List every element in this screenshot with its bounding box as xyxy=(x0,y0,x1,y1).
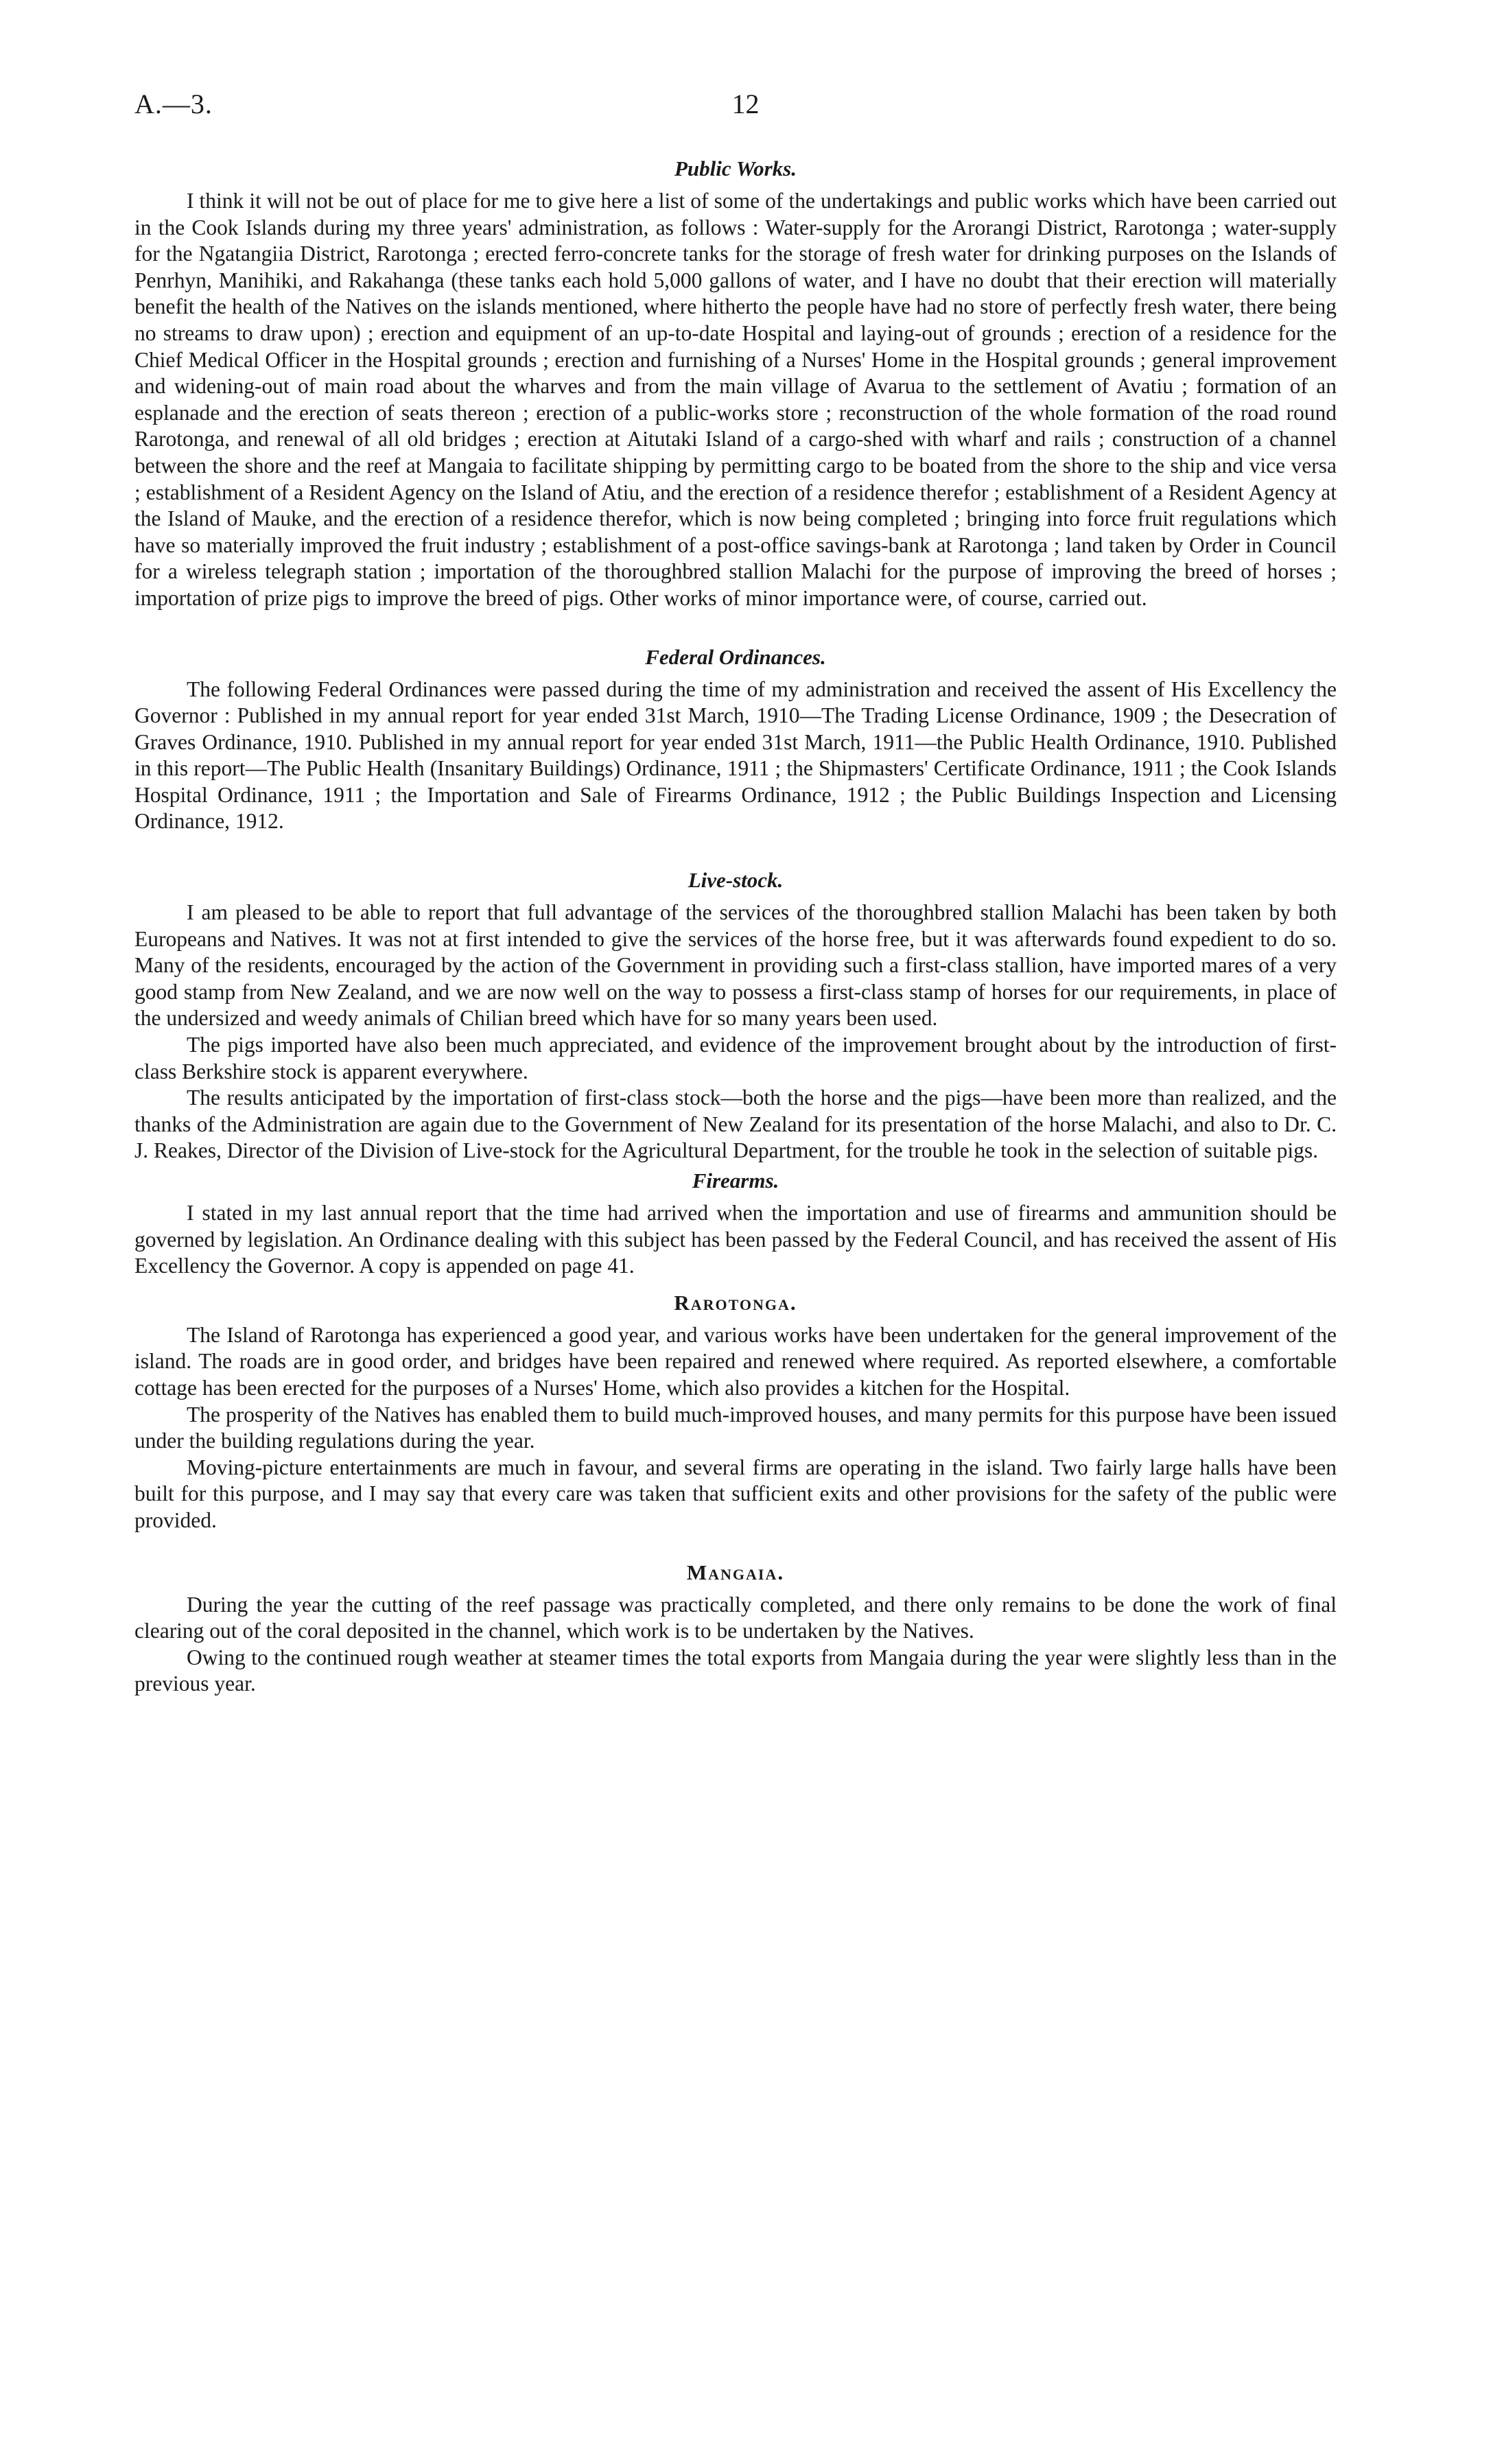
section-heading-mangaia: Mangaia. xyxy=(686,1560,785,1584)
section-heading-rarotonga: Rarotonga. xyxy=(674,1290,797,1315)
section-heading-live-stock: Live-stock. xyxy=(688,868,784,893)
paragraph: The following Federal Ordinances were passed during the time of my administration and received the assent of His Excellency the Governor : Published in my annual report for year ended 31st March, 1910—The Trading License Ordinance, 1909 ; the Desecration of Graves Ordinance, 1910. Published in my annual report for year ended 31st March, 1911—the Public Health Ordinance, 1910. Published in this report—The Public Health (Insanitary Buildings) Ordinance, 1911 ; the Shipmasters' Certificate Ordinance, 1911 ; the Cook Islands Hospital Ordinance, 1911 ; the Importation and Sale of Firearms Ordinance, 1912 ; the Public Buildings Inspection and Licensing Ordinance, 1912. xyxy=(134,677,1337,834)
section-heading-firearms: Firearms. xyxy=(692,1169,779,1193)
paragraph: I am pleased to be able to report that full advantage of the services of the thoroughbred stallion Malachi has been taken by both Europeans and Natives. It was not at first intended to give the services of the horse free, but it was afterwards found expedient to do so. Many of the residents, encouraged by the action of the Government in providing such a first-class stallion, have imported mares of a very good stamp from New Zealand, and we are now well on the way to possess a first-class stamp of horses for our requirements, in place of the undersized and weedy animals of Chilian breed which have for so many years been used. xyxy=(134,900,1337,1031)
section-rarotonga xyxy=(134,1289,1337,1534)
paragraph: Owing to the continued rough weather at steamer times the total exports from Mangaia during the year were slightly less than in the previous year. xyxy=(134,1645,1337,1696)
section-mangaia xyxy=(134,1559,1337,1698)
paragraph: The results anticipated by the importation of first-class stock—both the horse and the pigs—have been more than realized, and the thanks of the Administration are again due to the Government of New Zealand for its presentation of the horse Malachi, and also to Dr. C. J. Reakes, Director of the Division of Live-stock for the Agricultural Department, for the trouble he took in the selection of suitable pigs. xyxy=(134,1086,1337,1163)
paragraph: During the year the cutting of the reef passage was practically completed, and there only remains to be done the work of final clearing out of the coral deposited in the channel, which work is to be undertaken by the Natives. xyxy=(134,1592,1337,1643)
section-public-works xyxy=(134,155,1337,612)
document-body xyxy=(134,155,1337,1698)
paragraph: I think it will not be out of place for me to give here a list of some of the undertakings and public works which have been carried out in the Cook Islands during my three years' administration, as follows : Water-supply for the Arorangi District, Rarotonga ; water-supply for the Ngatangiia District, Rarotonga ; erected ferro-concrete tanks for the storage of fresh water for drinking purposes on the Islands of Penrhyn, Manihiki, and Rakahanga (these tanks each hold 5,000 gallons of water, and I have no doubt that their erection will materially benefit the health of the Natives on the islands mentioned, where hitherto the people have had no store of perfectly fresh water, there being no streams to draw upon) ; erection and equipment of an up-to-date Hospital and laying-out of grounds ; erection of a residence for the Chief Medical Officer in the Hospital grounds ; erection and furnishing of a Nurses' Home in the Hospital grounds ; general improvement and widening-out of main road about the wharves and from the main village of Avarua to the settlement of Avatiu ; formation of an esplanade and the erection of seats thereon ; erection of a public-works store ; reconstruction of the whole formation of the road round Rarotonga, and renewal of all old bridges ; erection at Aitutaki Island of a cargo-shed with wharf and rails ; construction of a channel between the shore and the reef at Mangaia to facilitate shipping by permitting cargo to be boated from the shore to the ship and vice versa ; establishment of a Resident Agency on the Island of Atiu, and the erection of a residence therefor ; establishment of a Resident Agency at the Island of Mauke, and the erection of a residence therefor, which is now being completed ; bringing into force fruit regulations which have so materially improved the fruit industry ; establishment of a post-office savings-bank at Rarotonga ; land taken by Order in Council for a wireless telegraph station ; importation of the thoroughbred stallion Malachi for the purpose of improving the breed of horses ; importation of prize pigs to improve the breed of pigs. Other works of minor importance were, of course, carried out. xyxy=(134,189,1337,610)
paragraph: Moving-picture entertainments are much in favour, and several firms are operating in the island. Two fairly large halls have been built for this purpose, and I may say that every care was taken that sufficient exits and other provisions for the safety of the public were provided. xyxy=(134,1455,1337,1532)
document-reference: A.—3. xyxy=(134,89,213,119)
paragraph: The pigs imported have also been much appreciated, and evidence of the improvement brought about by the introduction of first-class Berkshire stock is apparent everywhere. xyxy=(134,1033,1337,1083)
section-firearms xyxy=(134,1167,1337,1280)
paragraph: The Island of Rarotonga has experienced a good year, and various works have been undertaken for the general improvement of the island. The roads are in good order, and bridges have been repaired and renewed where required. As reported elsewhere, a comfortable cottage has been erected for the purposes of a Nurses' Home, which also provides a kitchen for the Hospital. xyxy=(134,1322,1337,1400)
section-heading-federal-ordinances: Federal Ordinances. xyxy=(645,644,826,669)
paragraph: I stated in my last annual report that the time had arrived when the importation and use of firearms and ammunition should be governed by legislation. An Ordinance dealing with this subject has been passed by the Federal Council, and has received the assent of His Excellency the Governor. A copy is appended on page 41. xyxy=(134,1201,1337,1278)
page-header xyxy=(134,88,1357,129)
section-federal-ordinances xyxy=(134,644,1337,836)
section-heading-public-works: Public Works. xyxy=(674,156,797,180)
page-number: 12 xyxy=(731,89,760,119)
paragraph: The prosperity of the Natives has enabled them to build much-improved houses, and many permits for this purpose have been issued under the building regulations during the year. xyxy=(134,1402,1337,1453)
section-live-stock xyxy=(134,867,1337,1164)
